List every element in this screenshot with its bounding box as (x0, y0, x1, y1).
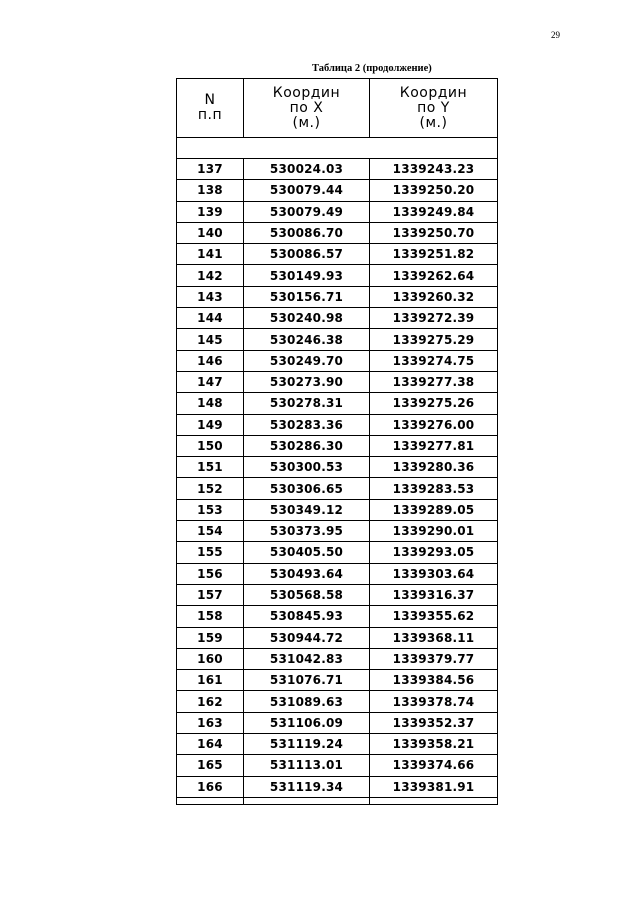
cell-point-number: 163 (177, 712, 244, 733)
spacer-cell (177, 138, 498, 159)
cell-point-number: 149 (177, 414, 244, 435)
cell-coord-y: 1339290.01 (370, 521, 498, 542)
cell-coord-y: 1339251.82 (370, 244, 498, 265)
header-coord-x (244, 79, 370, 138)
header-line: по X (289, 99, 324, 116)
cell-point-number: 152 (177, 478, 244, 499)
cell-coord-x: 530273.90 (244, 371, 370, 392)
table-row (177, 457, 498, 478)
cell-coord-x: 530079.49 (244, 201, 370, 222)
cell-coord-y: 1339274.75 (370, 350, 498, 371)
cell-point-number: 154 (177, 521, 244, 542)
cell-point-number: 158 (177, 606, 244, 627)
coordinates-table (176, 78, 498, 805)
cell-coord-y: 1339368.11 (370, 627, 498, 648)
cell-coord-y: 1339378.74 (370, 691, 498, 712)
cell-point-number: 137 (177, 159, 244, 180)
table-row (177, 244, 498, 265)
table-row (177, 691, 498, 712)
cell-point-number: 166 (177, 776, 244, 797)
cell-coord-x: 531119.24 (244, 734, 370, 755)
cell-point-number: 146 (177, 350, 244, 371)
cell-coord-y: 1339358.21 (370, 734, 498, 755)
cell-coord-x: 531042.83 (244, 648, 370, 669)
cell-coord-y: 1339283.53 (370, 478, 498, 499)
cell-coord-y: 1339249.84 (370, 201, 498, 222)
table-row (177, 734, 498, 755)
cell-coord-x: 530306.65 (244, 478, 370, 499)
cell-coord-x: 530249.70 (244, 350, 370, 371)
cell-point-number: 157 (177, 584, 244, 605)
table-row (177, 648, 498, 669)
cell-coord-y: 1339352.37 (370, 712, 498, 733)
cell-coord-x: 530246.38 (244, 329, 370, 350)
table-row (177, 478, 498, 499)
table-row (177, 712, 498, 733)
cell-point-number: 162 (177, 691, 244, 712)
table-row (177, 542, 498, 563)
cell-coord-y: 1339243.23 (370, 159, 498, 180)
table-row (177, 350, 498, 371)
cell-point-number: 142 (177, 265, 244, 286)
header-coord-y (370, 79, 498, 138)
header-line: п.п (197, 107, 223, 123)
table-row (177, 435, 498, 456)
cell-coord-y: 1339275.29 (370, 329, 498, 350)
cell-coord-y: 1339379.77 (370, 648, 498, 669)
cell-coord-x: 530278.31 (244, 393, 370, 414)
cell-point-number: 164 (177, 734, 244, 755)
header-line: (м.) (419, 114, 448, 131)
header-point-number (177, 79, 244, 138)
table-row (177, 371, 498, 392)
cell-point-number: 145 (177, 329, 244, 350)
cell-coord-y: 1339384.56 (370, 670, 498, 691)
header-line: (м.) (292, 114, 321, 131)
table-row (177, 521, 498, 542)
cell-coord-x: 530079.44 (244, 180, 370, 201)
table-continuation-row (177, 797, 498, 804)
cell-coord-y: 1339260.32 (370, 286, 498, 307)
cell-coord-x: 530349.12 (244, 499, 370, 520)
cell-point-number: 150 (177, 435, 244, 456)
cell-coord-y: 1339293.05 (370, 542, 498, 563)
cell-coord-y: 1339262.64 (370, 265, 498, 286)
cell-coord-x: 530286.30 (244, 435, 370, 456)
cell-coord-x: 530373.95 (244, 521, 370, 542)
table-row (177, 670, 498, 691)
cell-coord-x: 530405.50 (244, 542, 370, 563)
cell-coord-x: 531113.01 (244, 755, 370, 776)
cell-coord-y: 1339272.39 (370, 308, 498, 329)
cell-coord-x: 530240.98 (244, 308, 370, 329)
cell-point-number: 151 (177, 457, 244, 478)
continuation-cell (244, 797, 370, 804)
cell-point-number: 165 (177, 755, 244, 776)
page-number: 29 (551, 30, 560, 40)
table-row (177, 414, 498, 435)
cell-coord-y: 1339277.81 (370, 435, 498, 456)
cell-coord-y: 1339280.36 (370, 457, 498, 478)
cell-point-number: 161 (177, 670, 244, 691)
cell-coord-x: 531119.34 (244, 776, 370, 797)
cell-coord-x: 530493.64 (244, 563, 370, 584)
cell-coord-y: 1339276.00 (370, 414, 498, 435)
table-caption: Таблица 2 (продолжение) (312, 63, 432, 74)
cell-point-number: 160 (177, 648, 244, 669)
table-row (177, 201, 498, 222)
cell-point-number: 153 (177, 499, 244, 520)
cell-coord-x: 531089.63 (244, 691, 370, 712)
table-row (177, 286, 498, 307)
cell-coord-x: 531076.71 (244, 670, 370, 691)
cell-coord-x: 530086.70 (244, 222, 370, 243)
cell-point-number: 147 (177, 371, 244, 392)
cell-coord-x: 530149.93 (244, 265, 370, 286)
table-row (177, 180, 498, 201)
table-body (177, 138, 498, 805)
cell-point-number: 143 (177, 286, 244, 307)
cell-coord-y: 1339250.20 (370, 180, 498, 201)
header-line: по Y (417, 99, 450, 116)
table-header-row (177, 79, 498, 138)
table-row (177, 159, 498, 180)
header-line: Координ (399, 84, 468, 101)
cell-point-number: 148 (177, 393, 244, 414)
table-row (177, 755, 498, 776)
header-line: Координ (272, 84, 341, 101)
cell-point-number: 139 (177, 201, 244, 222)
continuation-cell (177, 797, 244, 804)
table-row (177, 265, 498, 286)
cell-coord-x: 530156.71 (244, 286, 370, 307)
cell-coord-y: 1339374.66 (370, 755, 498, 776)
cell-coord-x: 531106.09 (244, 712, 370, 733)
cell-point-number: 144 (177, 308, 244, 329)
cell-coord-x: 530568.58 (244, 584, 370, 605)
cell-coord-y: 1339250.70 (370, 222, 498, 243)
cell-coord-x: 530024.03 (244, 159, 370, 180)
table-row (177, 776, 498, 797)
table-row (177, 499, 498, 520)
cell-coord-y: 1339289.05 (370, 499, 498, 520)
cell-coord-x: 530944.72 (244, 627, 370, 648)
cell-coord-x: 530300.53 (244, 457, 370, 478)
table-row (177, 627, 498, 648)
cell-coord-y: 1339277.38 (370, 371, 498, 392)
table-row (177, 329, 498, 350)
cell-point-number: 138 (177, 180, 244, 201)
table-row (177, 222, 498, 243)
cell-coord-y: 1339275.26 (370, 393, 498, 414)
cell-coord-x: 530845.93 (244, 606, 370, 627)
table-row (177, 606, 498, 627)
table-row (177, 584, 498, 605)
cell-coord-y: 1339316.37 (370, 584, 498, 605)
cell-point-number: 159 (177, 627, 244, 648)
cell-coord-y: 1339381.91 (370, 776, 498, 797)
cell-coord-x: 530086.57 (244, 244, 370, 265)
cell-coord-x: 530283.36 (244, 414, 370, 435)
table-row (177, 563, 498, 584)
continuation-cell (370, 797, 498, 804)
cell-point-number: 141 (177, 244, 244, 265)
cell-point-number: 140 (177, 222, 244, 243)
cell-point-number: 155 (177, 542, 244, 563)
table-row (177, 393, 498, 414)
header-line: N (204, 92, 216, 108)
cell-point-number: 156 (177, 563, 244, 584)
spacer-row (177, 138, 498, 159)
cell-coord-y: 1339355.62 (370, 606, 498, 627)
table-row (177, 308, 498, 329)
cell-coord-y: 1339303.64 (370, 563, 498, 584)
